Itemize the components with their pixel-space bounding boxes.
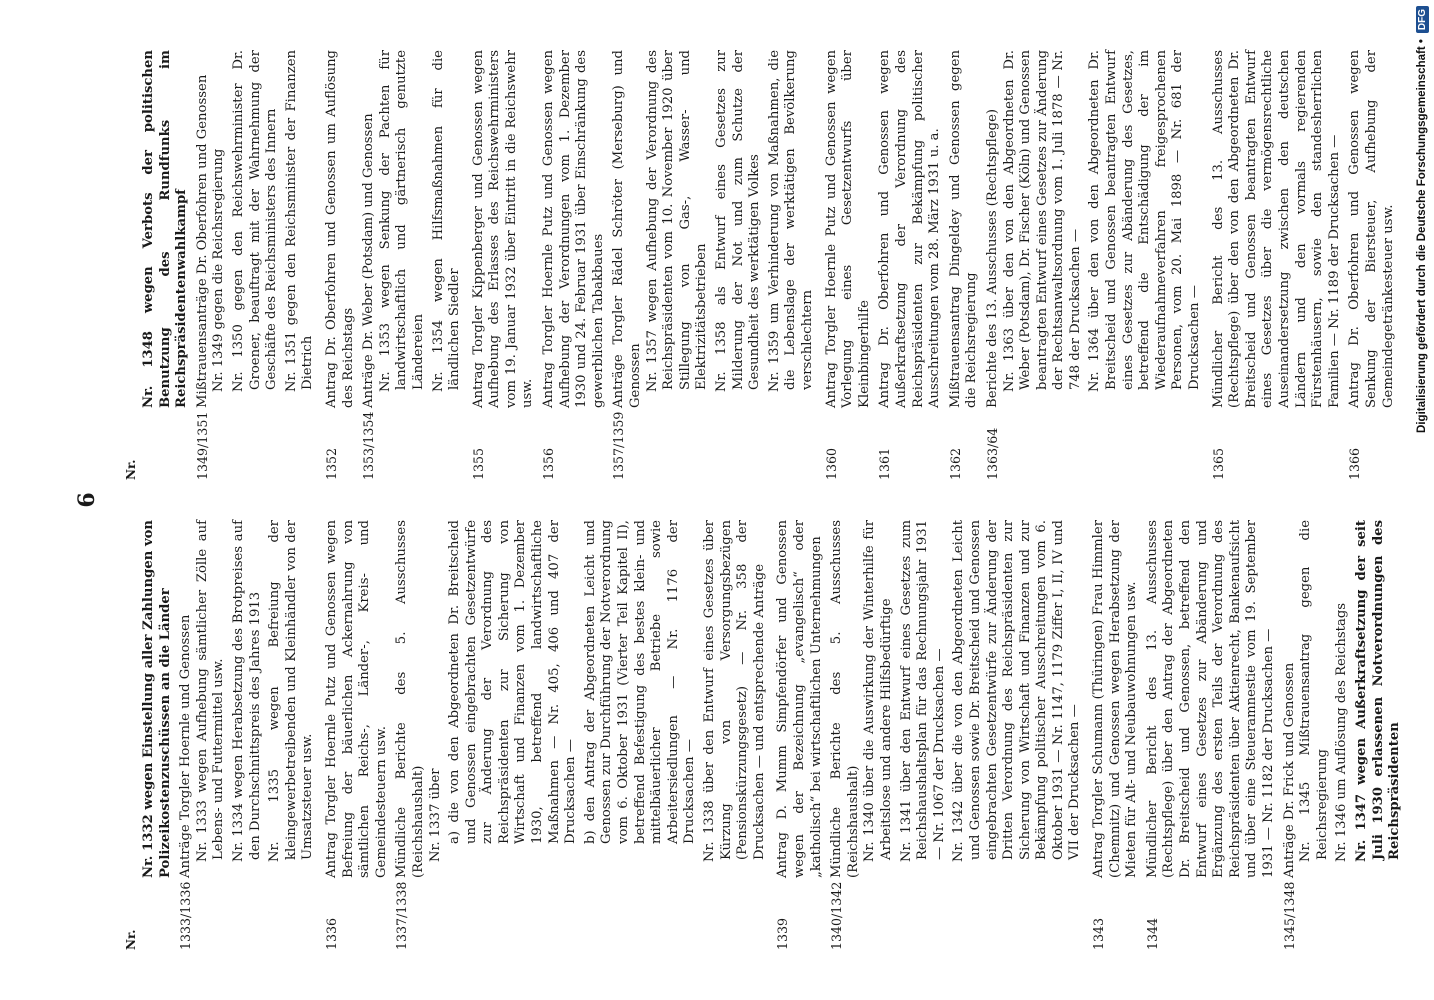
entry-text: Mißtrauensanträge Dr. Oberfohren und Genossen	[194, 74, 210, 408]
sub-entry: Nr. 1333 wegen Aufhebung sämtlicher Zölle auf Lebens- und Futtermittel usw.	[194, 520, 227, 862]
entry-number: 1363/64	[984, 427, 1000, 480]
entry-text: Antrag Dr. Oberfohren und Genossen wegen Senkung der Biersteuer, Aufhebung der Gemeindegetränkesteuer usw.	[1347, 50, 1396, 408]
list-item	[394, 520, 771, 950]
entry-text: Anträge Dr. Weber (Potsdam) und Genossen	[361, 113, 377, 408]
document-page	[67, 20, 1403, 980]
list-item	[141, 50, 191, 480]
sub-entry: Nr. 1340 über die Auswirkung der Winterhilfe für Arbeitslose und andere Hilfsbedürftige	[862, 520, 894, 862]
page-number: 6	[74, 492, 100, 508]
entry-number: 1362	[947, 447, 963, 480]
sub-entry: Nr. 1341 über den Entwurf eines Gesetzes zum Reichshaushaltsplan für das Rechnungsjahr 1931 — Nr. 1067 der Drucksachen —	[898, 520, 947, 862]
sub-entry: Nr. 1357 wegen Aufhebung der Verordnung des Reichspräsidenten vom 10. November 1920 über Stillegung von Gas-, Wasser- und Elektrizitätsbetrieben	[644, 50, 710, 392]
entry-text: Mündliche Berichte des 5. Ausschusses (Reichshaushalt)	[829, 520, 861, 878]
column-heading: Nr.	[124, 459, 138, 480]
list-item	[1145, 520, 1278, 950]
rotated-page	[67, 20, 1403, 980]
list-item	[1211, 50, 1344, 480]
list-item	[178, 520, 320, 950]
entry-number: 1356	[541, 447, 557, 480]
entry-number: 1336	[323, 917, 339, 950]
entry-number: 1345/1348	[1281, 881, 1297, 950]
entry-number: 1337/1338	[394, 881, 410, 950]
list-item	[829, 520, 1087, 950]
list-item	[324, 520, 390, 950]
entry-text: Berichte des 13. Ausschusses (Rechtspflege)	[984, 108, 1000, 408]
entry-body	[361, 50, 467, 408]
list-item	[1347, 50, 1397, 480]
sub-entry: Nr. 1359 um Verhinderung von Maßnahmen, die die Lebenslage der werktätigen Bevölkerung verschlechtern	[766, 50, 815, 392]
entry-body	[178, 520, 320, 878]
sub-entry: Nr. 1350 gegen den Reichswehrminister Dr. Groener, beauftragt mit der Wahrnehmung der Geschäfte des Reichsministers des Innern	[230, 50, 280, 392]
entry-number: 1361	[877, 447, 893, 480]
sub-entry: Nr. 1342 über die von den Abgeordneten Leicht und Genossen sowie Dr. Breitscheid und Genossen eingebrachten Gesetzentwürfe zur Änderung der Dritten Verordnung des Reichspräsidenten zur Sicherung von Wirtschaft und Finanzen und zur Bekämpfung politischer Ausschreitungen vom 6. Oktober 1931 — Nr. 1147, 1179 Ziffer I, II, IV und VII der Drucksachen —	[951, 520, 1083, 862]
entry-number: 1352	[323, 447, 339, 480]
sub-entry: Nr. 1346 um Auflösung des Reichstags	[1334, 602, 1350, 862]
sub-entry: Nr. 1351 gegen den Reichsminister der Finanzen Dietrich	[283, 50, 316, 392]
entry-text: Mündlicher Bericht des 13. Ausschusses (Rechtspflege) über den von den Abgeordneten Dr. Breitscheid und Genossen beantragten Entwurf eines Gesetzes über die vermögensrechtliche Auseinandersetzung zwischen den deutschen Ländern und den vormals regierenden Fürstenhäusern, sowie den standesherrlichen Familien — Nr. 1189 der Drucksachen —	[1210, 50, 1342, 408]
list-item	[775, 520, 825, 950]
list-item	[824, 50, 874, 480]
sub-entry: Nr. 1349 gegen die Reichsregierung	[211, 148, 227, 392]
entry-text: Mündliche Berichte des 5. Ausschusses (Reichshaushalt)	[394, 520, 426, 878]
sub-entry: Nr. 1354 wegen Hilfsmaßnahmen für die ländlichen Siedler	[430, 50, 463, 392]
sub-entry: a) die von den Abgeordneten Dr. Breitscheid und Genossen eingebrachten Gesetzentwürfe zur Änderung der Verordnung des Reichspräsidenten zur Sicherung von Wirtschaft und Finanzen vom 1. Dezember 1930, betreffend landwirtschaftliche Maßnahmen — Nr. 405, 406 und 407 der Drucksachen —	[447, 520, 579, 844]
entry-number: 1344	[1144, 917, 1160, 950]
list-item	[324, 50, 357, 480]
entry-body	[394, 520, 771, 878]
sub-entry: Nr. 1337 über	[427, 768, 443, 862]
sub-entry: Nr. 1363 über den von den Abgeordneten Dr. Weber (Potsdam), Dr. Fischer (Köln) und Genossen beantragten Entwurf eines Gesetzes zur Änderung der Rechtsanwaltsordnung vom 1. Juli 1878 — Nr. 748 der Drucksachen —	[1001, 49, 1083, 392]
list-item	[471, 50, 537, 480]
right-column	[123, 50, 1401, 480]
entry-text: Anträge Torgler Rädel Schröter (Merseburg) und Genossen	[611, 50, 644, 408]
list-item	[611, 50, 819, 480]
entry-body	[829, 520, 1087, 878]
entry-text: Antrag D. Mumm Simpfendörfer und Genossen wegen der Bezeichnung „evangelisch“ oder „katholisch“ bei wirtschaftlichen Unternehmungen	[775, 520, 824, 878]
list-item	[1091, 520, 1141, 950]
entry-text: Antrag Torgler Hoernle Putz und Genossen wegen Befreiung der bäuerlichen Ackernahrung von sämtlichen Reichs-, Länder-, Kreis- und Gemeindesteuern usw.	[323, 520, 389, 878]
entry-text: Antrag Dr. Oberfohren und Genossen um Auflösung des Reichstags	[323, 50, 356, 408]
left-column	[123, 520, 1411, 950]
entry-text: Antrag Dr. Oberfohren und Genossen wegen Außerkraftsetzung der Verordnung des Reichspräsidenten zur Bekämpfung politischer Ausschreitungen vom 28. März 1931 u. a.	[877, 50, 943, 408]
entry-text: Antrag Torgler Hoernle Putz und Genossen wegen Vorlegung eines Gesetzentwurfs über Kleinbingerhilfe	[823, 50, 872, 408]
list-item	[195, 50, 320, 480]
sub-entry: Nr. 1338 über den Entwurf eines Gesetzes über Kürzung von Versorgungsbezügen (Pensionskürzungsgesetz) — Nr. 358 der Drucksachen — und entsprechende Anträge	[702, 520, 767, 862]
entry-text: Antrag Torgler Schumann (Thüringen) Frau Himmler (Chemnitz) und Genossen wegen Herabsetzung der Mieten für Alt- und Neubauwohnungen usw.	[1091, 520, 1140, 878]
entry-number: 1357/1359	[611, 411, 627, 480]
sub-entry: Nr. 1358 als Entwurf eines Gesetzes zur Milderung der Not und zum Schutze der Gesundheit des werktätigen Volkes	[714, 50, 763, 392]
sub-entry: Nr. 1347 wegen Außerkraftsetzung der seit Juli 1930 erlassenen Notverordnungen des Reichspräsidenten	[1353, 520, 1403, 862]
sub-entry: b) den Antrag der Abgeordneten Leicht und Genossen zur Durchführung der Notverordnung vom 6. Oktober 1931 (Vierter Teil Kapitel II), betreffend Befestigung des bestes klein- und mittelbäuerlicher Betriebe sowie Arbeitersiedlungen — Nr. 1176 der Drucksachen —	[582, 520, 698, 844]
list-item	[985, 50, 1207, 480]
entry-number: 1355	[470, 447, 486, 480]
entry-number: 1365	[1210, 447, 1226, 480]
entry-number: 1360	[823, 447, 839, 480]
sub-entry: Nr. 1334 wegen Herabsetzung des Brotpreises auf den Durchschnittspreis des Jahres 1913	[230, 520, 263, 862]
column-heading: Nr.	[124, 929, 138, 950]
entry-number	[141, 878, 174, 950]
entry-text: Nr. 1332 wegen Einstellung aller Zahlungen von Polizeikostenzuschüssen an die Länder	[141, 520, 173, 878]
entry-text: Antrag Torgler Kippenberger und Genossen wegen Aufhebung des Erlasses des Reichswehrministers vom 19. Januar 1932 über Eintritt in die Reichswehr usw.	[470, 50, 536, 408]
entry-text: Antrag Torgler Hoernle Putz und Genossen wegen Aufhebung der Verordnungen vom 1. Dezember 1930 und 24. Februar 1931 über Einschränkung des gewerblichen Tabakbaues	[541, 50, 606, 408]
entry-body	[611, 50, 819, 408]
entry-text: Mündlicher Bericht des 13. Ausschusses (Rechtspflege) über den Antrag der Abgeordneten Dr. Breitscheid und Genossen, betreffend den Entwurf eines Gesetzes zur Abänderung und Ergänzung des ersten Teils der Verordnung des Reichspräsidenten über Aktienrecht, Bankenaufsicht und über eine Steueramnestie vom 19. September 1931 — Nr. 1182 der Drucksachen —	[1144, 520, 1276, 878]
dfg-logo: DFG	[1416, 6, 1429, 33]
entry-number: 1343	[1091, 917, 1107, 950]
entry-body	[1282, 520, 1407, 878]
entry-body	[195, 50, 320, 408]
entry-number: 1353/1354	[361, 411, 377, 480]
entry-text: Anträge Torgler Hoernle und Genossen	[178, 614, 194, 878]
list-item	[141, 520, 174, 950]
dfg-credit	[1412, 6, 1432, 996]
list-item	[361, 50, 467, 480]
entry-number: 1339	[775, 917, 791, 950]
list-item	[1282, 520, 1407, 950]
sub-entry: Nr. 1335 wegen Befreiung der kleingewerbetreibenden und Kleinhändler von der Umsatzsteuer usw.	[267, 520, 316, 862]
entry-number: 1349/1351	[194, 411, 210, 480]
list-item	[541, 50, 607, 480]
list-item	[877, 50, 943, 480]
credit-text: Digitalisierung gefördert durch die Deutsche Forschungsgemeinschaft •	[1416, 39, 1428, 433]
list-item	[948, 50, 981, 480]
sub-entry: Nr. 1353 wegen Senkung der Pachten für landwirtschaftlich und gärtnerisch genutzte Ländereien	[377, 50, 426, 392]
entry-text: Anträge Dr. Frick und Genossen	[1281, 662, 1297, 878]
entry-number	[141, 408, 191, 480]
entry-text: Nr. 1348 wegen Verbots der politischen Benutzung des Rundfunks im Reichspräsidentenwahlkampf	[141, 50, 190, 408]
entry-number: 1333/1336	[178, 881, 194, 950]
entry-text: Mißtrauensantrag Dingeldey und Genossen gegen die Reichsregierung	[947, 50, 980, 408]
entry-number: 1340/1342	[829, 881, 845, 950]
sub-entry: Nr. 1364 über den von den Abgeordneten Dr. Breitscheid und Genossen beantragten Entwurf eines Gesetzes zur Abänderung des Gesetzes, betreffend die Entschädigung der im Wiederaufnahmeverfahren freigesprochenen Personen, vom 20. Mai 1898 — Nr. 681 der Drucksachen —	[1087, 50, 1203, 392]
entry-number: 1366	[1347, 447, 1363, 480]
sub-entry: Nr. 1345 Mißtrauensantrag gegen die Reichsregierung	[1298, 520, 1330, 862]
entry-body	[985, 50, 1207, 408]
